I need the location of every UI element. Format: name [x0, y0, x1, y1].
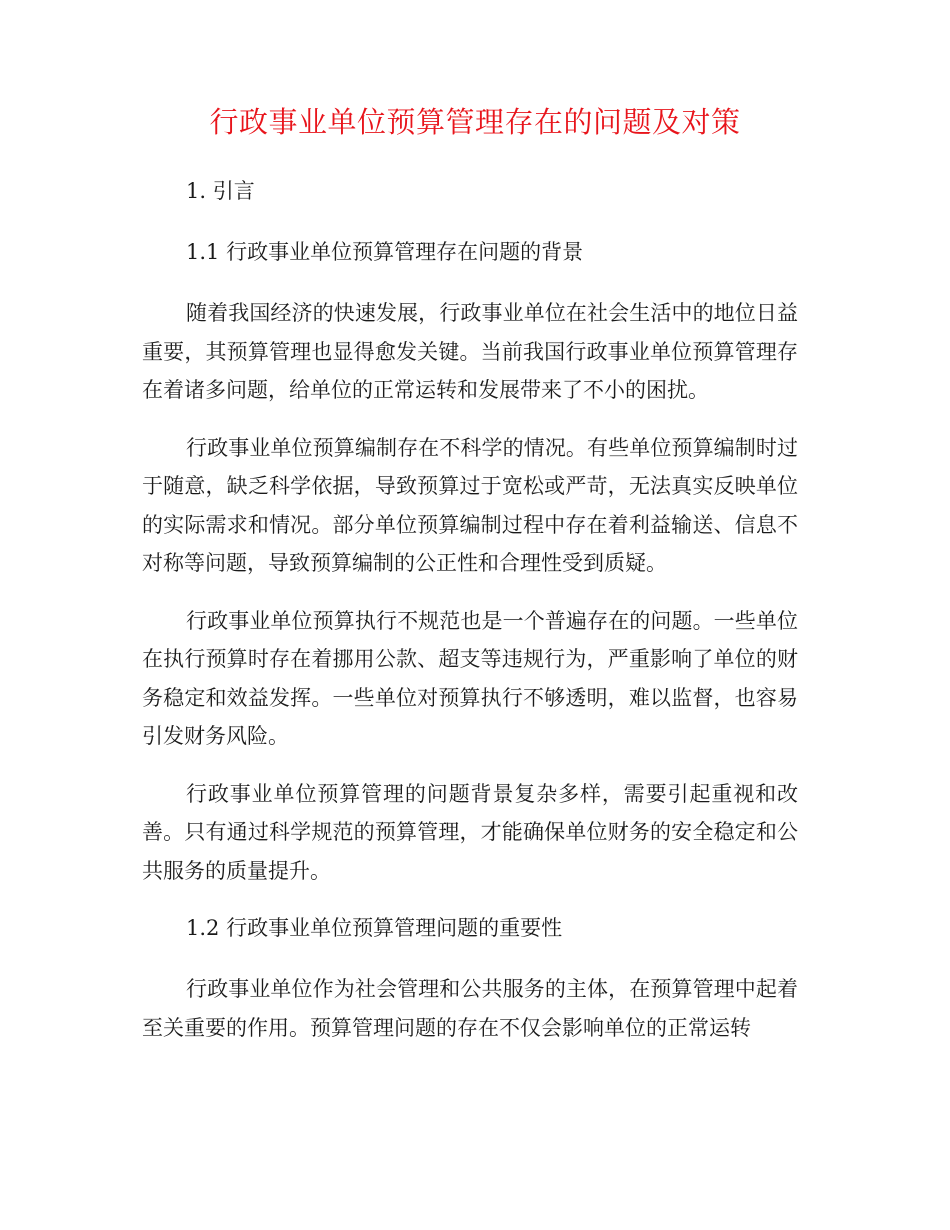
paragraph: 行政事业单位预算编制存在不科学的情况。有些单位预算编制时过于随意，缺乏科学依据，导致预算过于宽松或严苛，无法真实反映单位的实际需求和情况。部分单位预算编制过程中存在着利益输送、信息不对称等问题，导致预算编制的公正性和合理性受到质疑。: [142, 435, 798, 575]
subsection-heading-importance: 1.2 行政事业单位预算管理问题的重要性: [186, 916, 563, 940]
paragraph: 行政事业单位预算执行不规范也是一个普遍存在的问题。一些单位在执行预算时存在着挪用公款、超支等违规行为，严重影响了单位的财务稳定和效益发挥。一些单位对预算执行不够透明，难以监督，也容易引发财务风险。: [142, 608, 798, 748]
subsection-heading-background: 1.1 行政事业单位预算管理存在问题的背景: [186, 240, 584, 264]
section-heading-intro: 1. 引言: [186, 179, 255, 203]
document-title: 行政事业单位预算管理存在的问题及对策: [209, 105, 741, 139]
document-body: [142, 172, 798, 1066]
paragraph: 行政事业单位作为社会管理和公共服务的主体，在预算管理中起着至关重要的作用。预算管理问题的存在不仅会影响单位的正常运转: [142, 977, 798, 1040]
paragraph: 随着我国经济的快速发展，行政事业单位在社会生活中的地位日益重要，其预算管理也显得愈发关键。当前我国行政事业单位预算管理存在着诸多问题，给单位的正常运转和发展带来了不小的困扰。: [142, 301, 798, 402]
paragraph: 行政事业单位预算管理的问题背景复杂多样，需要引起重视和改善。只有通过科学规范的预算管理，才能确保单位财务的安全稳定和公共服务的质量提升。: [142, 781, 798, 883]
